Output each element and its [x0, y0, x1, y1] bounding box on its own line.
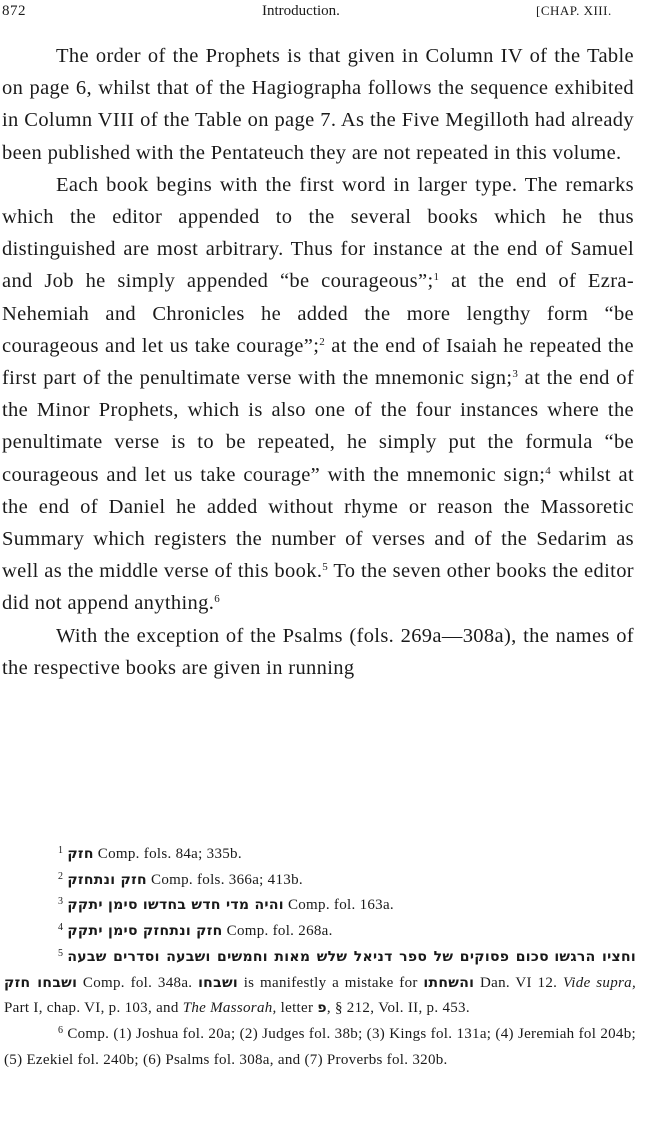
hebrew-text: חזק ונתחזק סימן יתקק: [67, 923, 223, 940]
footnote-number: 6: [58, 1024, 64, 1036]
paragraph-2-part-a: Each book begins with the first word in larger type. The remarks which the editor appended to the several books which he thus distinguished are most arbitrary. Thus for instance at the end of Samuel and Job he simply appended “be courageous”;: [2, 173, 634, 293]
footnote-text: Comp. fols. 366a; 413b.: [146, 871, 303, 888]
footnotes: [4, 842, 636, 1073]
footnote-text: Comp. fols. 84a; 335b.: [93, 846, 242, 862]
footnote-number: 2: [58, 870, 64, 882]
footnote-number: 3: [58, 896, 64, 908]
hebrew-text: וחציו הרגשו ושבחו חזק: [4, 948, 636, 991]
footnote-ref-5: 5: [322, 561, 329, 574]
footnote-text: Comp. fol. 348a.: [77, 974, 199, 991]
footnote-text: Part I, chap. VI, p. 103, and: [4, 1000, 183, 1017]
footnote-6: [4, 1022, 636, 1073]
footnote-text: Dan. VI 12.: [474, 974, 563, 991]
footnote-ref-2: 2: [319, 335, 326, 348]
main-text: [2, 40, 634, 684]
footnote-text: is manifestly a mistake for: [237, 974, 424, 991]
footnote-1: [4, 842, 636, 868]
hebrew-text: חזק: [67, 846, 94, 862]
running-title: Introduction.: [262, 3, 340, 19]
paragraph-3: With the exception of the Psalms (fols. 269a—308a), the names of the respective books are given in running: [2, 624, 634, 679]
paragraph-2-part-f: To the seven other books the editor did not append anything.: [2, 560, 634, 615]
paragraph-2-part-e: whilst at the end of Daniel he added without rhyme or reason the Massoretic Summary which registers the number of verses and of the Sedarim as well as the middle verse of this book.: [2, 463, 635, 583]
footnote-text: letter: [276, 1000, 318, 1017]
paragraph-1: The order of the Prophets is that given in Column IV of the Table on page 6, whilst that of the Hagiographa follows the sequence exhibited in Column VIII of the Table on page 7. As the Five Megilloth had already been published with the Pentateuch they are not repeated in this volume.: [2, 45, 634, 164]
hebrew-text: פ: [317, 1000, 327, 1017]
hebrew-text: והשחתו: [423, 974, 475, 991]
footnote-text: Comp. fol. 268a.: [222, 923, 333, 940]
footnote-number: 1: [58, 845, 64, 856]
hebrew-text: חזק ונתחזק: [67, 871, 147, 888]
footnote-text: , § 212, Vol. II, p. 453.: [326, 1000, 470, 1017]
footnote-number: 4: [58, 922, 64, 934]
footnote-ref-1: 1: [433, 271, 440, 284]
running-header: [0, 3, 657, 25]
paragraph-2: [2, 169, 634, 620]
footnote-number: 5: [58, 947, 64, 959]
footnote-3: [4, 893, 636, 919]
page-number: 872: [2, 3, 26, 19]
footnote-2: [4, 868, 636, 894]
paragraph-2-part-d: at the end of the Minor Prophets, which is also one of the four instances where the penultimate verse is to be repeated, he simply put the formula “be courageous and let us take courage” with the mnemonic sign;: [2, 367, 634, 486]
footnote-4: [4, 919, 636, 945]
footnote-italic: The Massorah,: [182, 1000, 277, 1017]
footnote-5: [4, 945, 636, 1022]
footnote-text: Comp. (1) Joshua fol. 20a; (2) Judges fol. 38b; (3) Kings fol. 131a; (4) Jeremiah fol 204b; (5) Ezekiel fol. 240b; (6) Psalms fol. 308a, and (7) Proverbs fol. 320b.: [4, 1025, 636, 1068]
hebrew-text: ושבחו: [198, 974, 238, 991]
hebrew-text: והיה מדי חדש בחדשו סימן יתקק: [67, 897, 284, 914]
hebrew-text: סכום פסוקים של ספר דניאל שלש מאות וחמשים ושבעה וסדרים שבעה: [67, 948, 549, 965]
footnote-text: Comp. fol. 163a.: [283, 897, 394, 914]
chapter-label: [CHAP. XIII.: [536, 3, 612, 18]
footnote-ref-6: 6: [214, 593, 221, 606]
paragraph-2-part-b: at the end of Ezra-Nehemiah and Chronicles he added the more lengthy form “be courageous and let us take courage”;: [2, 270, 634, 357]
paragraph-2-part-c: at the end of Isaiah he repeated the first part of the penultimate verse with the mnemonic sign;: [2, 334, 634, 390]
footnote-italic: Vide supra,: [562, 974, 636, 991]
footnote-ref-3: 3: [512, 368, 519, 381]
footnote-ref-4: 4: [545, 464, 552, 477]
